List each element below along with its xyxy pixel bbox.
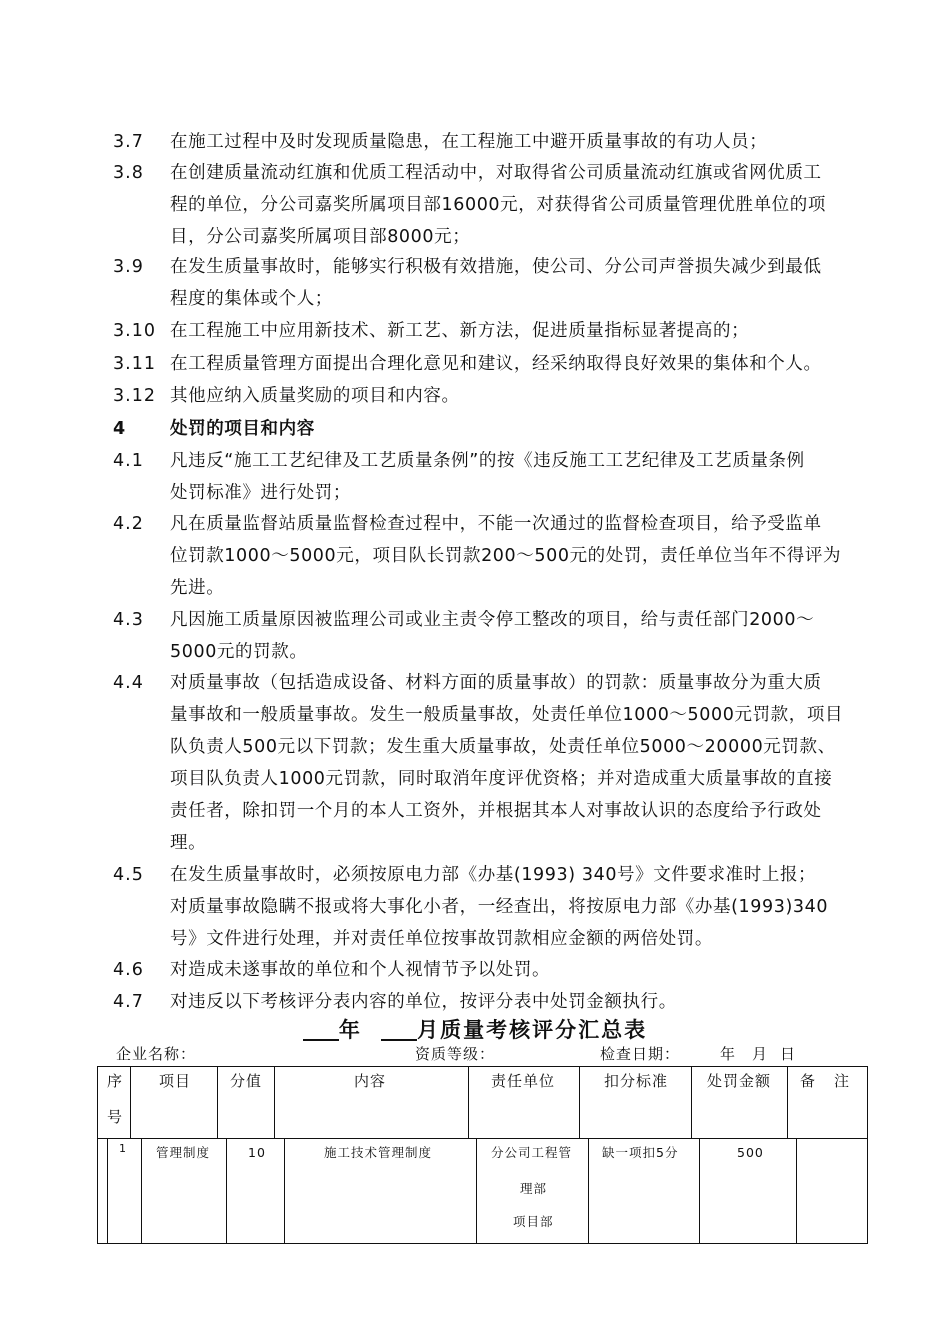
date-day-label: 日: [780, 1045, 797, 1063]
body-col-line: [699, 1138, 700, 1244]
paragraph-number: 3.10: [113, 321, 156, 341]
paragraph-line: 队负责人500元以下罚款；发生重大质量事故，处责任单位5000～20000元罚款、: [170, 737, 836, 757]
paragraph-line: 位罚款1000～5000元，项目队长罚款200～500元的处罚，责任单位当年不得评为: [170, 546, 842, 566]
header-col-line: [691, 1066, 692, 1139]
header-col-line: [274, 1066, 275, 1139]
paragraph-number: 4.7: [113, 992, 144, 1012]
paragraph-line: 号》文件进行处理，并对责任单位按事故罚款相应金额的两倍处罚。: [170, 929, 713, 949]
paragraph-line: 在施工过程中及时发现质量隐患，在工程施工中避开质量事故的有功人员；: [170, 132, 768, 152]
paragraph-line: 对质量事故（包括造成设备、材料方面的质量事故）的罚款：质量事故分为重大质: [170, 673, 822, 693]
header-seq-1: 序: [107, 1072, 124, 1090]
cell-unit-line-2: 理部: [520, 1181, 548, 1196]
company-name-label: 企业名称：: [116, 1045, 197, 1063]
paragraph-line: 在工程施工中应用新技术、新工艺、新方法，促进质量指标显著提高的；: [170, 321, 750, 341]
header-remark: 备 注: [800, 1072, 852, 1090]
paragraph-line: 在工程质量管理方面提出合理化意见和建议，经采纳取得良好效果的集体和个人。: [170, 354, 822, 374]
paragraph-line: 凡因施工质量原因被监理公司或业主责令停工整改的项目，给与责任部门2000～: [170, 610, 815, 630]
title-year-label: 年: [338, 1017, 362, 1042]
paragraph-line: 在创建质量流动红旗和优质工程活动中，对取得省公司质量流动红旗或省网优质工: [170, 163, 822, 183]
paragraph-line: 处罚标准》进行处罚；: [170, 483, 351, 503]
title-text: 月质量考核评分汇总表: [417, 1017, 648, 1042]
paragraph-line: 其他应纳入质量奖励的项目和内容。: [170, 386, 460, 406]
paragraph-number: 4.3: [113, 610, 144, 630]
paragraph-line: 程度的集体或个人；: [170, 289, 333, 309]
header-col-line: [217, 1066, 218, 1139]
table-left-border: [97, 1066, 98, 1244]
header-score: 分值: [230, 1072, 263, 1090]
header-col-line: [468, 1066, 469, 1139]
paragraph-line: 项目队负责人1000元罚款，同时取消年度评优资格；并对造成重大质量事故的直接: [170, 769, 833, 789]
body-col-line: [588, 1138, 589, 1244]
table-top-border: [97, 1066, 868, 1067]
paragraph-line: 凡违反“施工工艺纪律及工艺质量条例”的按《违反施工工艺纪律及工艺质量条例: [170, 451, 805, 471]
table-right-border: [867, 1066, 868, 1244]
header-standard: 扣分标准: [604, 1072, 669, 1090]
paragraph-number: 4.1: [113, 451, 144, 471]
date-month-label: 月: [752, 1045, 769, 1063]
header-col-line: [787, 1066, 788, 1139]
cell-penalty: 500: [737, 1145, 764, 1160]
body-col-line: [107, 1138, 108, 1244]
cell-unit-line-3: 项目部: [513, 1214, 554, 1229]
header-seq-2: 号: [107, 1108, 124, 1126]
date-year-label: 年: [720, 1045, 737, 1063]
paragraph-line: 在发生质量事故时，必须按原电力部《办基(1993) 340号》文件要求准时上报；: [170, 865, 817, 885]
header-col-line: [130, 1066, 131, 1139]
paragraph-number: 3.7: [113, 132, 144, 152]
paragraph-line: 目，分公司嘉奖所属项目部8000元；: [170, 227, 471, 247]
cell-content: 施工技术管理制度: [324, 1145, 433, 1160]
header-col-line: [579, 1066, 580, 1139]
table-bottom-border: [97, 1243, 868, 1244]
cell-standard: 缺一项扣5分: [602, 1145, 679, 1160]
body-col-line: [796, 1138, 797, 1244]
paragraph-number: 4.2: [113, 514, 144, 534]
paragraph-line: 对造成未遂事故的单位和个人视情节予以处罚。: [170, 960, 551, 980]
paragraph-line: 处罚的项目和内容: [170, 419, 315, 439]
year-blank: [303, 1017, 339, 1041]
paragraph-line: 凡在质量监督站质量监督检查过程中，不能一次通过的监督检查项目，给予受监单: [170, 514, 822, 534]
paragraph-line: 5000元的罚款。: [170, 642, 308, 662]
paragraph-line: 在发生质量事故时，能够实行积极有效措施，使公司、分公司声誉损失减少到最低: [170, 257, 822, 277]
paragraph-number: 3.8: [113, 163, 144, 183]
cell-unit-line-1: 分公司工程管: [491, 1145, 573, 1160]
header-penalty: 处罚金额: [707, 1072, 772, 1090]
paragraph-line: 先进。: [170, 578, 225, 598]
body-col-line: [476, 1138, 477, 1244]
paragraph-number: 4.4: [113, 673, 144, 693]
body-col-line: [141, 1138, 142, 1244]
paragraph-number: 4.5: [113, 865, 144, 885]
cell-item: 管理制度: [156, 1145, 211, 1160]
paragraph-number: 3.12: [113, 386, 156, 406]
paragraph-line: 理。: [170, 833, 207, 853]
body-col-line: [226, 1138, 227, 1244]
header-content: 内容: [354, 1072, 387, 1090]
check-date-label: 检查日期：: [600, 1045, 681, 1063]
paragraph-line: 量事故和一般质量事故。发生一般质量事故，处责任单位1000～5000元罚款，项目: [170, 705, 844, 725]
header-item: 项目: [159, 1072, 192, 1090]
paragraph-number: 4: [113, 419, 127, 439]
paragraph-number: 3.9: [113, 257, 144, 277]
header-bottom-line: [97, 1138, 868, 1139]
qualification-label: 资质等级：: [415, 1045, 496, 1063]
paragraph-line: 对质量事故隐瞒不报或将大事化小者，一经查出，将按原电力部《办基(1993)340: [170, 897, 829, 917]
paragraph-number: 3.11: [113, 354, 156, 374]
paragraph-line: 对违反以下考核评分表内容的单位，按评分表中处罚金额执行。: [170, 992, 677, 1012]
paragraph-line: 程的单位，分公司嘉奖所属项目部16000元，对获得省公司质量管理优胜单位的项: [170, 195, 826, 215]
paragraph-number: 4.6: [113, 960, 144, 980]
form-title: [0, 1013, 950, 1047]
header-unit: 责任单位: [491, 1072, 556, 1090]
body-col-line: [284, 1138, 285, 1244]
paragraph-line: 责任者，除扣罚一个月的本人工资外，并根据其本人对事故认识的态度给予行政处: [170, 801, 822, 821]
month-blank: [381, 1017, 417, 1041]
cell-score: 10: [248, 1145, 266, 1160]
cell-seq: 1: [119, 1142, 127, 1155]
